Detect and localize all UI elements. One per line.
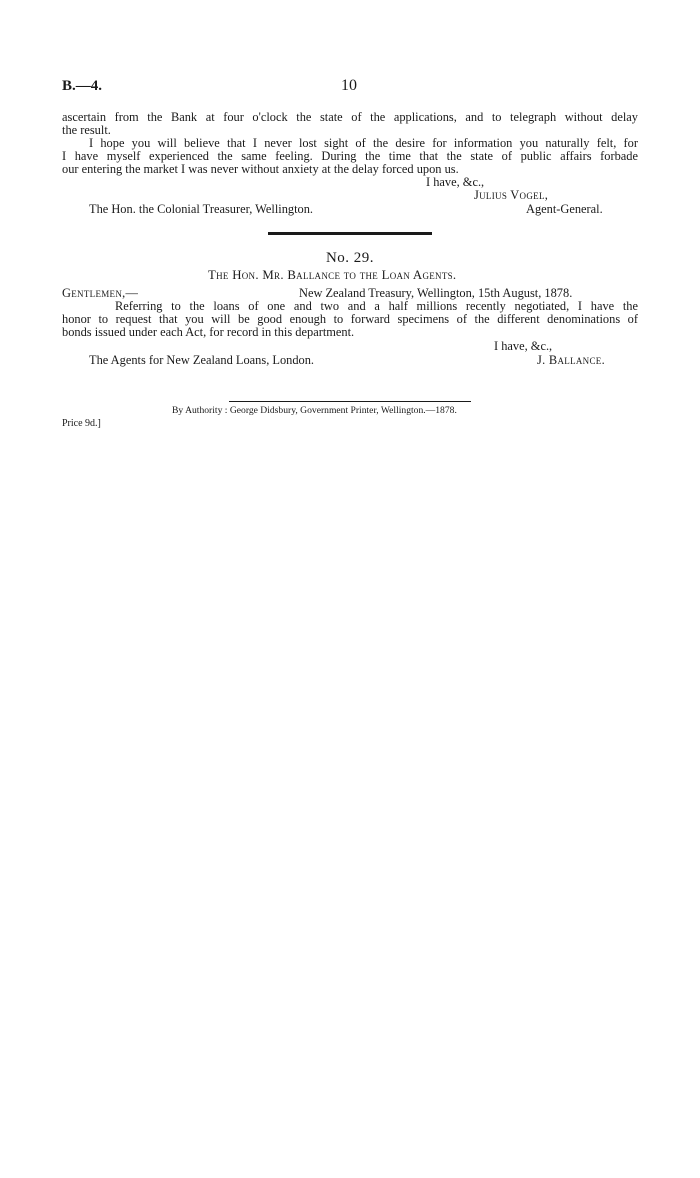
page-number: 10 <box>341 77 357 94</box>
printer-imprint: By Authority : George Didsbury, Government Printer, Wellington.—1878. <box>172 405 457 416</box>
body-line: I hope you will believe that I never lost sight of the desire for information you naturally felt, for <box>89 136 638 150</box>
signature: Julius Vogel, <box>474 188 549 202</box>
salutation: Gentlemen,— <box>62 286 139 300</box>
body-line: I have myself experienced the same feeling. During the time that the state of public affairs forbade <box>62 149 638 163</box>
letter-heading: The Hon. Mr. Ballance to the Loan Agents. <box>208 268 457 282</box>
body-line: the result. <box>62 123 111 137</box>
closing-line: I have, &c., <box>494 339 553 353</box>
document-reference: B.—4. <box>62 78 103 94</box>
body-line: honor to request that you will be good enough to forward specimens of the different denominations of <box>62 312 638 326</box>
body-line: Referring to the loans of one and two and a half millions recently negotiated, I have the <box>115 299 638 313</box>
body-line: our entering the market I was never without anxiety at the delay forced upon us. <box>62 162 459 176</box>
imprint-rule <box>229 401 471 402</box>
addressee: The Hon. the Colonial Treasurer, Wellington. <box>89 202 314 216</box>
price-note: Price 9d.] <box>62 418 101 429</box>
addressee: The Agents for New Zealand Loans, London. <box>89 353 315 367</box>
place-date: New Zealand Treasury, Wellington, 15th August, 1878. <box>299 286 573 300</box>
closing-line: I have, &c., <box>426 175 485 189</box>
signature-title: Agent-General. <box>526 202 603 216</box>
section-separator <box>268 232 432 235</box>
body-line: bonds issued under each Act, for record in this department. <box>62 325 355 339</box>
signature: J. Ballance. <box>537 353 605 367</box>
body-line: ascertain from the Bank at four o'clock the state of the applications, and to telegraph without delay <box>62 110 638 124</box>
letter-number: No. 29. <box>325 250 375 266</box>
